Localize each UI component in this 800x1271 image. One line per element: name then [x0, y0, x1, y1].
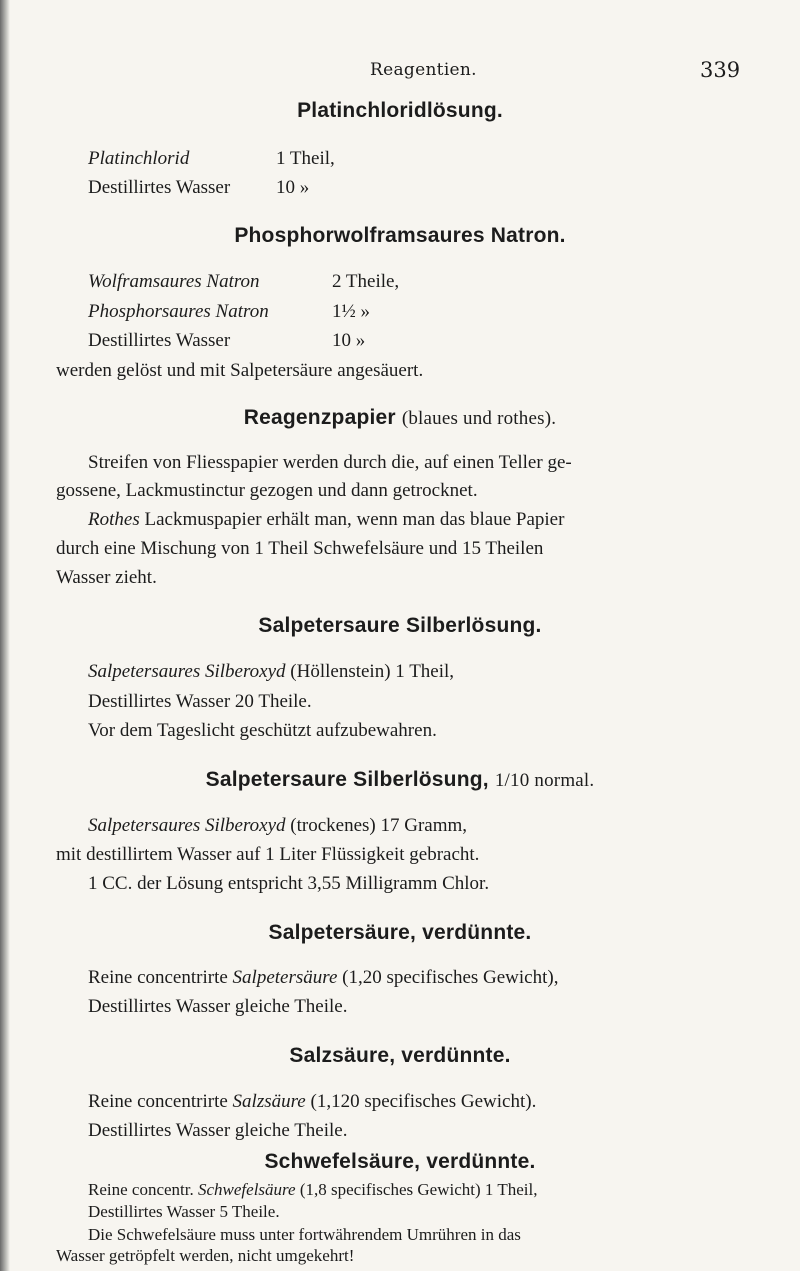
section-heading-salpetersaure-silberloesung-normal: Salpetersaure Silberlösung, 1/10 normal. [205, 768, 595, 791]
paragraph-line: Salpetersaures Silberoxyd (Höllenstein) 1 Theil, [88, 661, 455, 682]
section-heading-phosphorwolframsaures-natron: Phosphorwolframsaures Natron. [234, 224, 566, 247]
amount-wolframsaures-natron: 2 Theile, [332, 271, 400, 292]
amount-wasser-2: 10 » [332, 330, 366, 351]
ingredient-platinchlorid: Platinchlorid [88, 148, 190, 169]
paragraph-line: gossene, Lackmustinctur gezogen und dann getrocknet. [56, 480, 478, 501]
section-heading-schwefelsaeure-verduennte: Schwefelsäure, verdünnte. [264, 1150, 536, 1173]
amount-platinchlorid: 1 Theil, [276, 148, 335, 169]
paragraph-line: Wasser zieht. [56, 567, 157, 588]
page-number: 339 [700, 58, 741, 82]
paragraph-line: Destillirtes Wasser gleiche Theile. [88, 1120, 348, 1141]
paragraph-line: durch eine Mischung von 1 Theil Schwefelsäure und 15 Theilen [56, 538, 544, 559]
ingredient-wasser-2: Destillirtes Wasser [88, 330, 231, 351]
section-heading-salpetersaure-silberloesung: Salpetersaure Silberlösung. [258, 614, 542, 637]
paragraph-line: Vor dem Tageslicht geschützt aufzubewahren. [88, 720, 437, 741]
paragraph-line: Streifen von Fliesspapier werden durch die, auf einen Teller ge- [88, 452, 572, 473]
paragraph-line: Reine concentr. Schwefelsäure (1,8 specifisches Gewicht) 1 Theil, [88, 1180, 538, 1199]
paragraph-line: Rothes Lackmuspapier erhält man, wenn man das blaue Papier [88, 509, 565, 530]
running-head [0, 60, 800, 84]
paragraph-line: Reine concentrirte Salzsäure (1,120 specifisches Gewicht). [88, 1091, 537, 1112]
section-heading-platinchloridloesung: Platinchloridlösung. [297, 99, 503, 122]
ingredient-wolframsaures-natron: Wolframsaures Natron [88, 271, 260, 292]
paragraph-line: Salpetersaures Silberoxyd (trockenes) 17 Gramm, [88, 815, 468, 836]
paragraph-line: Die Schwefelsäure muss unter fortwährendem Umrühren in das [88, 1225, 521, 1244]
paragraph-line: Wasser getröpfelt werden, nicht umgekehrt! [56, 1246, 355, 1265]
heading-sub: (blaues und rothes). [401, 408, 557, 429]
paragraph-line: Destillirtes Wasser gleiche Theile. [88, 996, 348, 1017]
section-heading-salpetersaeure-verduennte: Salpetersäure, verdünnte. [268, 921, 532, 944]
paragraph-line: mit destillirtem Wasser auf 1 Liter Flüssigkeit gebracht. [56, 844, 480, 865]
ingredient-wasser: Destillirtes Wasser [88, 177, 231, 198]
ingredient-phosphorsaures-natron: Phosphorsaures Natron [88, 301, 269, 322]
paragraph-line: Reine concentrirte Salpetersäure (1,20 specifisches Gewicht), [88, 967, 559, 988]
amount-wasser: 10 » [276, 177, 310, 198]
section-note: werden gelöst und mit Salpetersäure angesäuert. [56, 360, 424, 381]
paragraph-line: 1 CC. der Lösung entspricht 3,55 Milligramm Chlor. [88, 873, 490, 894]
section-heading-reagenzpapier [0, 406, 800, 430]
amount-phosphorsaures-natron: 1½ » [332, 301, 370, 322]
heading-main: Reagenzpapier [243, 406, 396, 429]
paragraph-line: Destillirtes Wasser 5 Theile. [88, 1202, 280, 1221]
emphasis: Rothes [88, 509, 140, 530]
paragraph-line: Destillirtes Wasser 20 Theile. [88, 691, 312, 712]
running-head-title: Reagentien. [370, 60, 477, 80]
section-heading-salzsaeure-verduennte: Salzsäure, verdünnte. [289, 1044, 511, 1067]
